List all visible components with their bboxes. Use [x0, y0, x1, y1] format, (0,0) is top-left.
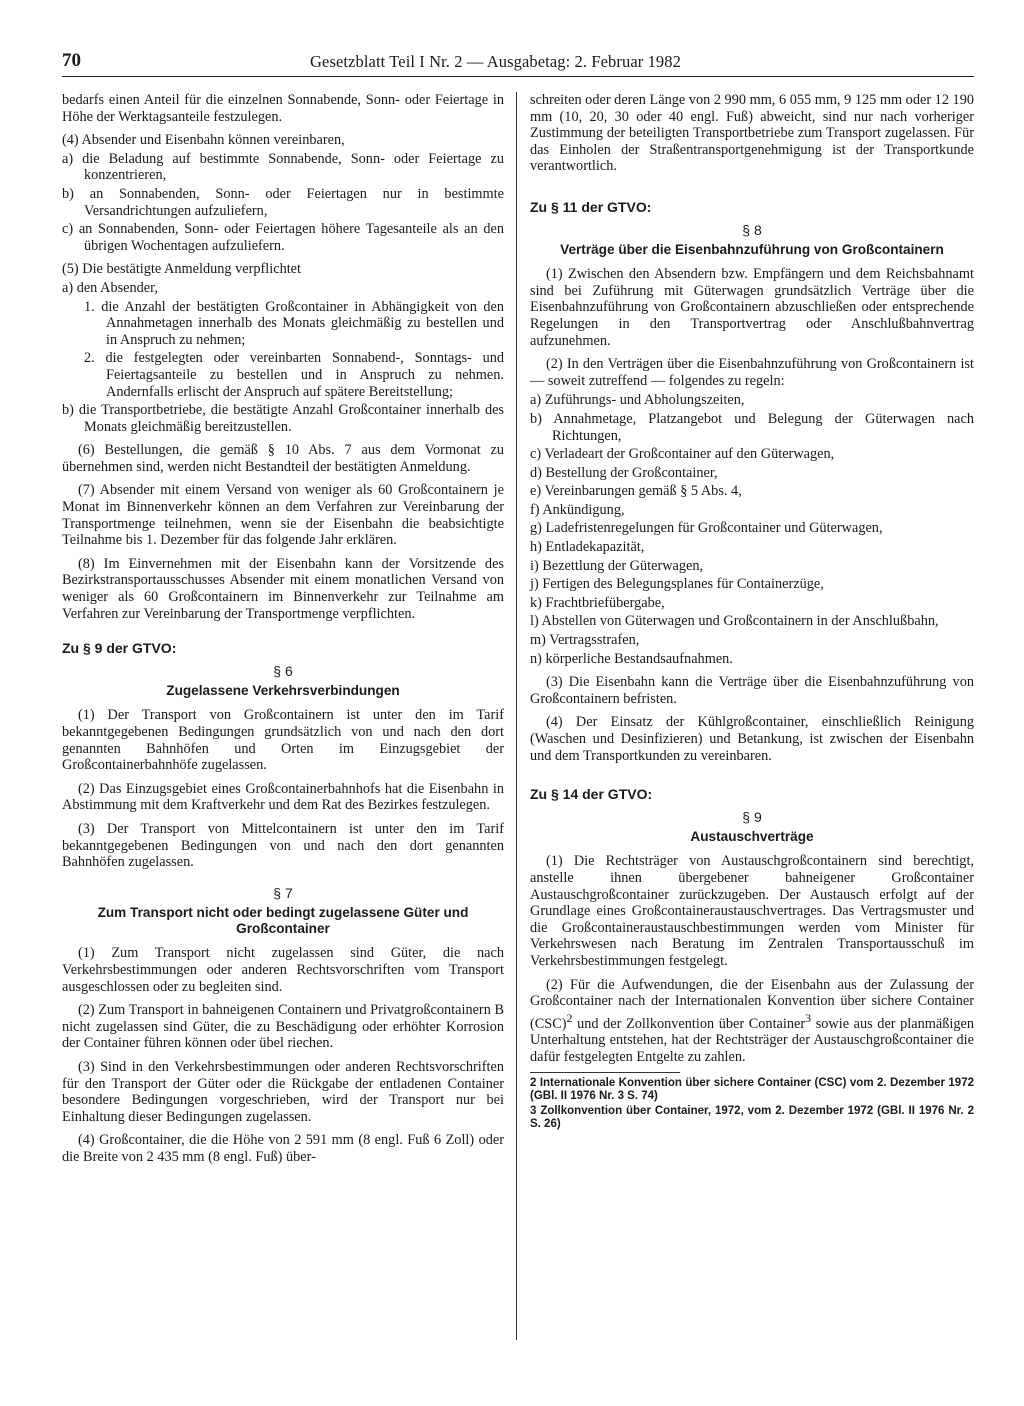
- section-title: Zugelassene Verkehrsverbindungen: [166, 683, 400, 699]
- list-item: j) Fertigen des Belegungsplanes für Containerzüge,: [530, 576, 824, 593]
- paragraph: (1) Zum Transport nicht zugelassen sind Güter, die nach Verkehrsbestimmungen oder anderen Rechtsvorschriften vom Transport ausgeschlossen oder zu begleiten sind.: [62, 945, 504, 995]
- footnote: 3 Zollkonvention über Container, 1972, vom 2. Dezember 1972 (GBl. II 1976 Nr. 2 S. 26): [530, 1105, 974, 1131]
- page-number: 70: [62, 50, 81, 71]
- footnote-marker: 3: [805, 1010, 812, 1025]
- paragraph: (8) Im Einvernehmen mit der Eisenbahn kann der Vorsitzende des Bezirkstransportausschusses Absender mit einem monatlichen Versand von weniger als 60 Großcontainern im Binnenverkehr zur Teilnahme am Verfahren zur Vereinbarung der Transportmenge verpflichten.: [62, 555, 504, 622]
- paragraph: (3) Die Eisenbahn kann die Verträge über die Eisenbahnzuführung von Großcontainern befristen.: [530, 674, 974, 707]
- column-divider: [516, 92, 517, 1340]
- list-item: b) Annahmetage, Platzangebot und Belegung der Güterwagen nach Richtungen,: [530, 410, 974, 444]
- sub-list-item: 1. die Anzahl der bestätigten Großcontainer in Abhängigkeit von den Annahmetagen innerhalb des Monats gleichmäßig zu bestellen und in Anspruch zu nehmen;: [84, 298, 504, 348]
- page-header: [62, 44, 974, 77]
- section-reference: Zu § 11 der GTVO:: [530, 198, 652, 215]
- paragraph: (4) Absender und Eisenbahn können vereinbaren,: [62, 132, 345, 149]
- section-title: Zum Transport nicht oder bedingt zugelassene Güter und Großcontainer: [97, 905, 469, 937]
- list-item: f) Ankündigung,: [530, 501, 625, 518]
- paragraph: (2) In den Verträgen über die Eisenbahnzuführung von Großcontainern ist — soweit zutreffend — folgendes zu regeln:: [530, 356, 974, 389]
- paragraph: (4) Großcontainer, die die Höhe von 2 591 mm (8 engl. Fuß 6 Zoll) oder die Breite von 2 435 mm (8 engl. Fuß) über-: [62, 1132, 504, 1165]
- section-number: § 6: [273, 662, 293, 679]
- right-column: [530, 92, 974, 1133]
- list-item: i) Bezettlung der Güterwagen,: [530, 557, 704, 574]
- paragraph: (1) Zwischen den Absendern bzw. Empfängern und dem Reichsbahnamt sind bei Zuführung mit Güterwagen grundsätzlich Verträge über die Eisenbahnzuführung von Großcontainern abzuschließen oder entsprechende Regelungen in den Transportvertrag oder Anschlußbahnvertrag aufzunehmen.: [530, 266, 974, 349]
- list-item: m) Vertragsstrafen,: [530, 632, 640, 649]
- paragraph: (1) Der Transport von Großcontainern ist unter den im Tarif bekanntgegebenen Bedingungen grundsätzlich von und nach den dort genannten Bahnhöfen und Orten im Einzugsgebiet der Großcontainerbahnhöfe zugelassen.: [62, 707, 504, 774]
- list-item: l) Abstellen von Güterwagen und Großcontainern in der Anschlußbahn,: [530, 613, 939, 630]
- paragraph: (2) Zum Transport in bahneigenen Containern und Privatgroßcontainern B nicht zugelassen sind Güter, die zu Beschädigung oder erhöhter Korrosion der Container führen können oder übel riechen.: [62, 1002, 504, 1052]
- paragraph: (4) Der Einsatz der Kühlgroßcontainer, einschließlich Reinigung (Waschen und Desinfizieren) und Betankung, ist zwischen der Eisenbahn und dem Transportkunden zu vereinbaren.: [530, 714, 974, 764]
- list-item: d) Bestellung der Großcontainer,: [530, 464, 718, 481]
- gazette-title: Gesetzblatt Teil I Nr. 2 — Ausgabetag: 2. Februar 1982: [310, 52, 681, 71]
- paragraph: (3) Der Transport von Mittelcontainern ist unter den im Tarif bekanntgegebenen Bedingungen von und nach den dort genannten Bahnhöfen zugelassen.: [62, 820, 504, 871]
- list-item: c) Verladeart der Großcontainer auf den Güterwagen,: [530, 446, 835, 463]
- section-number: § 7: [273, 884, 293, 901]
- paragraph: (1) Die Rechtsträger von Austauschgroßcontainern sind berechtigt, anstelle ihnen übergebener bahneigener Großcontainer Austauschgroßcontainer zurückzugeben. Der Austausch erfolgt auf der Grundlage eines Großcontaineraustauschvertrages. Das Vertragsmuster und die Großcontaineraustauschbestimmungen werden vom Minister für Verkehrswesen nach Beratung im Zentralen Transportausschuß im Verkehrsbestimmungen festgelegt.: [530, 853, 974, 969]
- section-number: § 9: [742, 808, 762, 825]
- paragraph: (6) Bestellungen, die gemäß § 10 Abs. 7 aus dem Vormonat zu übernehmen sind, werden nicht Bestandteil der bestätigten Anmeldung.: [62, 442, 504, 475]
- section-title: Verträge über die Eisenbahnzuführung von Großcontainern: [560, 242, 944, 258]
- paragraph: (5) Die bestätigte Anmeldung verpflichtet: [62, 261, 302, 278]
- paragraph: (2) Für die Aufwendungen, die der Eisenbahn aus der Zulassung der Großcontainer nach der Internationalen Konvention über sichere Container (CSC)$^2$ und der Zollkonvention über Container$^3$ sowie aus der planmäßigen Unterhaltung entstehen, hat der Rechtsträger der Austauschgroßcontainer die dafür festgelegten Entgelte zu zahlen.: [530, 976, 974, 1065]
- list-item: k) Frachtbriefübergabe,: [530, 594, 665, 611]
- list-item: e) Vereinbarungen gemäß § 5 Abs. 4,: [530, 483, 742, 500]
- paragraph: (2) Das Einzugsgebiet eines Großcontainerbahnhofs hat die Eisenbahn in Abstimmung mit dem Kraftverkehr und dem Rat des Bezirkes festzulegen.: [62, 780, 504, 814]
- list-item: n) körperliche Bestandsaufnahmen.: [530, 650, 733, 667]
- footnote: 2 Internationale Konvention über sichere Container (CSC) vom 2. Dezember 1972 (GBl. II 1976 Nr. 3 S. 74): [530, 1077, 974, 1103]
- paragraph: (3) Sind in den Verkehrsbestimmungen oder anderen Rechtsvorschriften für den Transport der Güter oder die Rückgabe der entladenen Container besondere Bedingungen vorgeschrieben, wird der Transport nur bei Einhaltung dieser Bedingungen zugelassen.: [62, 1058, 504, 1125]
- paragraph: (7) Absender mit einem Versand von weniger als 60 Großcontainern je Monat im Binnenverkehr können an dem Verfahren zur Vereinbarung der Transportmenge teilnehmen, wenn sie der Eisenbahn die beabsichtigte Teilnahme bis 1. Dezember für das folgende Jahr erklären.: [62, 482, 504, 549]
- list-item: b) an Sonnabenden, Sonn- oder Feiertagen nur in bestimmte Versandrichtungen aufzuliefern,: [62, 185, 504, 219]
- list-item: c) an Sonnabenden, Sonn- oder Feiertagen höhere Tagesanteile als an den übrigen Wochentagen aufzuliefern.: [62, 221, 504, 254]
- list-item: a) Zuführungs- und Abholungszeiten,: [530, 392, 745, 409]
- paragraph: schreiten oder deren Länge von 2 990 mm, 6 055 mm, 9 125 mm oder 12 190 mm (10, 20, 30 oder 40 engl. Fuß) abweicht, sind nur nach vorheriger Zustimmung der beteiligten Transportbetriebe zum Transport zugelassen. Für das Einholen der Straßentransportgenehmigung ist der Transportkunde verantwortlich.: [530, 92, 974, 175]
- left-column: [62, 92, 504, 1172]
- footnote-marker: 2: [566, 1010, 573, 1025]
- section-number: § 8: [742, 221, 762, 238]
- sub-list-item: 2. die festgelegten oder vereinbarten Sonnabend-, Sonntags- und Feiertagsanteile zu bestellen und in Anspruch zu nehmen. Andernfalls erlischt der Anspruch auf spätere Bereitstellung;: [84, 350, 505, 400]
- section-title: Austauschverträge: [690, 829, 814, 845]
- paragraph: bedarfs einen Anteil für die einzelnen Sonnabende, Sonn- oder Feiertage in Höhe der Werktagsanteile festzulegen.: [62, 92, 504, 125]
- list-item: b) die Transportbetriebe, die bestätigte Anzahl Großcontainer innerhalb des Monats gleichmäßig bereitzustellen.: [62, 402, 504, 435]
- list-item: h) Entladekapazität,: [530, 539, 645, 556]
- section-reference: Zu § 14 der GTVO:: [530, 786, 653, 803]
- footnote-divider: [530, 1072, 680, 1073]
- list-item: a) den Absender,: [62, 279, 158, 296]
- section-reference: Zu § 9 der GTVO:: [62, 640, 177, 657]
- list-item: g) Ladefristenregelungen für Großcontainer und Güterwagen,: [530, 520, 883, 537]
- list-item: a) die Beladung auf bestimmte Sonnabende, Sonn- oder Feiertage zu konzentrieren,: [62, 150, 504, 184]
